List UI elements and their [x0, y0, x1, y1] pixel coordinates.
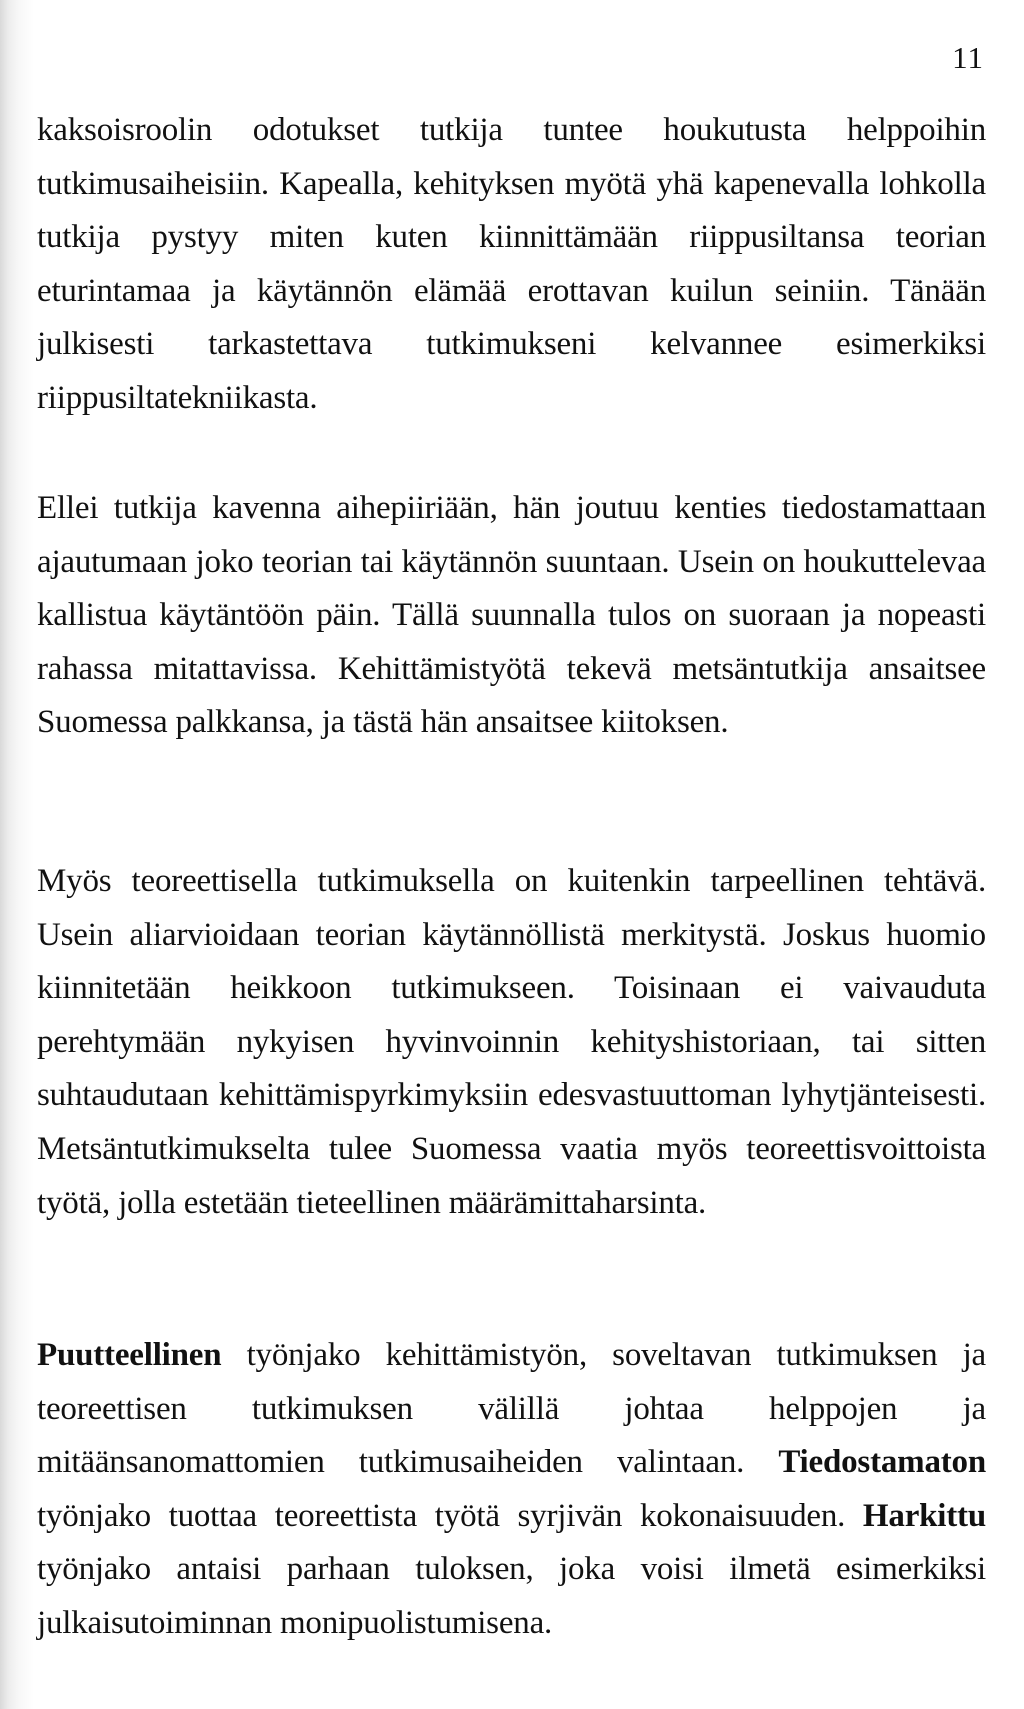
paragraph-3: Myös teoreettisella tutkimuksella on kuitenkin tarpeellinen tehtävä. Usein aliarvioidaan teorian käytännöllistä merkitystä. Joskus huomio kiinnitetään heikkoon tutkimukseen. Toisinaan ei vaivauduta perehtymään nykyisen hyvinvoinnin kehityshistoriaan, tai sitten suhtaudutaan kehittämispyrkimyksiin edesvastuuttoman lyhytjänteisesti. Metsäntutkimukselta tulee Suomessa vaatia myös teoreettisvoittoista työtä, jolla estetään tieteellinen määrämittaharsinta.	[37, 863, 986, 1221]
page-number: 11	[952, 40, 984, 75]
bold-term-puutteellinen: Puutteellinen	[37, 1337, 222, 1373]
paragraph-2: Ellei tutkija kavenna aihepiiriään, hän joutuu kenties tiedostamattaan ajautumaan joko teorian tai käytännön suuntaan. Usein on houkuttelevaa kallistua käytäntöön päin. Tällä suunnalla tulos on suoraan ja nopeasti rahassa mitattavissa. Kehittämistyötä tekevä metsäntutkija ansaitsee Suomessa palkkansa, ja tästä hän ansaitsee kiitoksen.	[37, 490, 986, 741]
bold-term-tiedostamaton: Tiedostamaton	[778, 1444, 986, 1481]
paragraph-1: kaksoisroolin odotukset tutkija tuntee houkutusta helppoihin tutkimusaiheisiin. Kapealla, kehityksen myötä yhä kapenevalla lohkolla tutkija pystyy miten kuten kiinnittämään riippusiltansa teorian eturintamaa ja käytännön elämää erottavan kuilun seiniin. Tänään julkisesti tarkastettava tutkimukseni kelvannee esimerkiksi riippusiltatekniikasta.	[37, 112, 986, 416]
paragraph-4	[37, 1329, 986, 1651]
paragraph-4-text-3: työnjako antaisi parhaan tuloksen, joka voisi ilmetä esimerkiksi julkaisutoiminnan monipuolistumisena.	[37, 1551, 986, 1641]
paragraph-4-text-1: työnjako kehittämistyön, soveltavan tutkimuksen ja teoreettisen tutkimuksen välillä johtaa helppojen ja mitäänsanomattomien tutkimusaiheiden valintaan.	[37, 1337, 986, 1481]
paragraph-4-text-2: työnjako tuottaa teoreettista työtä syrjivän kokonaisuuden.	[37, 1497, 863, 1534]
bold-term-harkittu: Harkittu	[862, 1497, 986, 1534]
